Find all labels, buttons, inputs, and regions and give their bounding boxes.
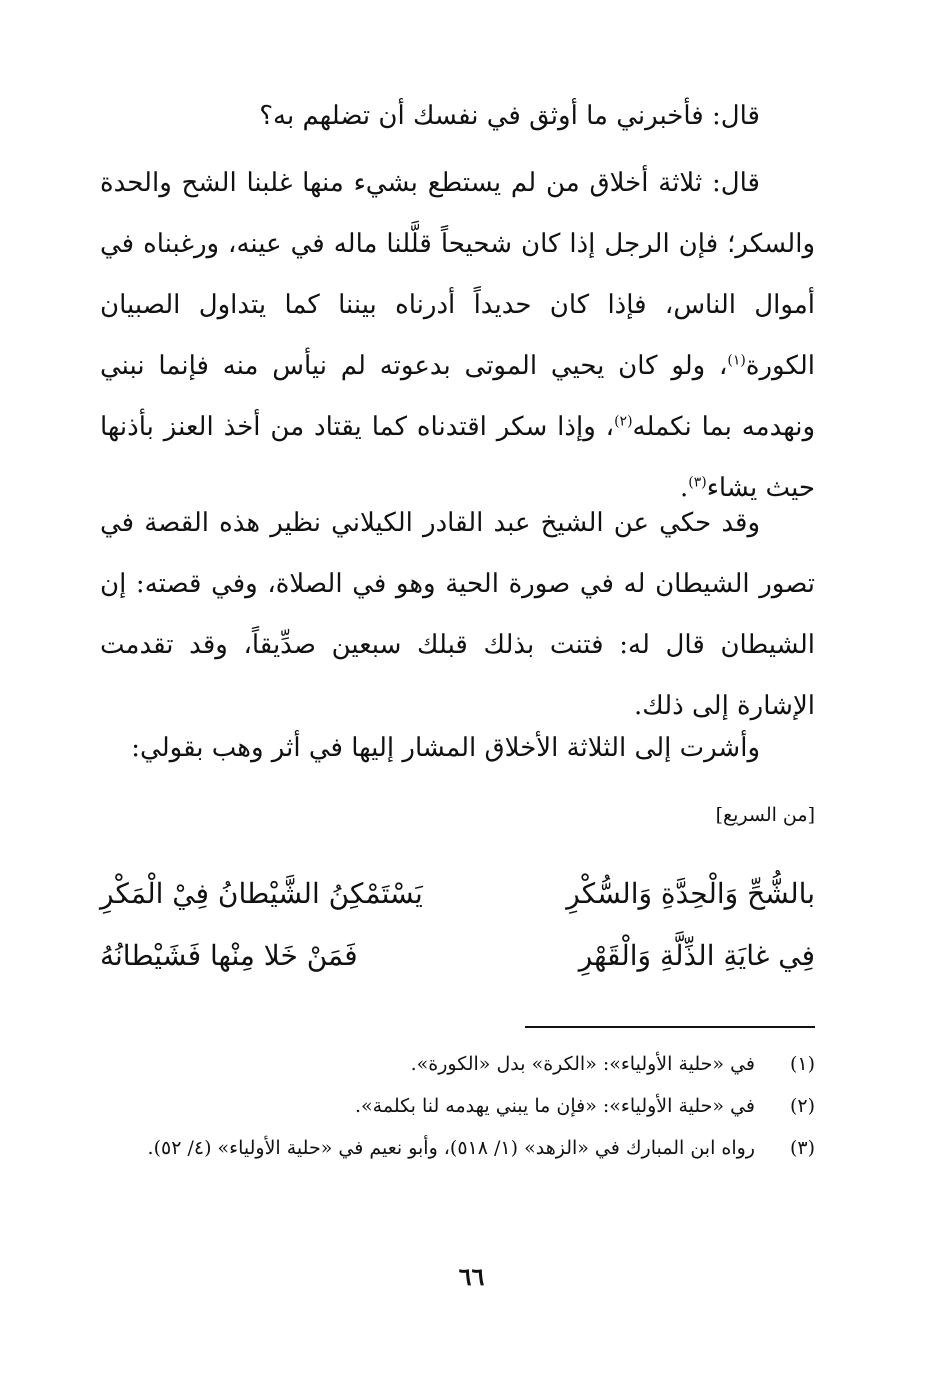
verse-row — [100, 924, 815, 986]
footnote-number: (١) — [789, 1053, 815, 1075]
paragraph-question — [100, 86, 815, 147]
verse-2-second-hemistich: فَمَنْ خَلا مِنْها فَشَيْطانُهُ — [100, 938, 358, 972]
verse-2-first-hemistich: فِي غايَةِ الذِّلَّةِ وَالْقَهْرِ — [578, 938, 815, 972]
footnote-3 — [100, 1127, 815, 1169]
paragraph-kilani-story — [100, 493, 815, 737]
paragraph-poem-intro — [100, 718, 815, 779]
paragraph-three-traits-text-b: ، ولو كان يحيي الموتى بدعوته لم نيأس منه فإنما نبني ونهدمه بما نكمله — [100, 351, 815, 442]
verse-1-second-hemistich: يَسْتَمْكِنُ الشَّيْطانُ فِيْ الْمَكْرِ — [100, 876, 423, 910]
footnotes — [100, 1043, 815, 1169]
footnote-text: في «حلية الأولياء»: «الكرة» بدل «الكورة». — [410, 1053, 755, 1075]
verse-row — [100, 862, 815, 924]
footnote-text: في «حلية الأولياء»: «فإن ما يبني يهدمه لنا بكلمة». — [355, 1095, 755, 1117]
footnote-1 — [100, 1043, 815, 1085]
footnote-number: (٢) — [789, 1095, 815, 1117]
paragraph-three-traits-text-d: . — [679, 473, 689, 503]
footnote-number: (٣) — [789, 1137, 815, 1159]
paragraph-question-text: قال: فأخبرني ما أوثق في نفسك أن تضلهم به؟ — [259, 101, 760, 131]
poem — [100, 862, 815, 986]
footnote-ref-3[interactable]: (٣) — [688, 474, 707, 491]
paragraph-three-traits-text-c: ، وإذا سكر اقتدناه كما يقتاد من أخذ العنز بأذنها حيث يشاء — [100, 412, 815, 503]
poem-meter-label: [من السريع] — [715, 804, 815, 826]
page-number: ٦٦ — [458, 1262, 485, 1291]
paragraph-kilani-story-text: وقد حكي عن الشيخ عبد القادر الكيلاني نظير هذه القصة في تصور الشيطان له في صورة الحية وهو في الصلاة، وفي قصته: إن الشيطان قال له: فتنت بذلك قبلك سبعين صدِّيقاً، وقد تقدمت الإشارة إلى ذلك. — [100, 508, 815, 721]
footnote-ref-2[interactable]: (٢) — [614, 413, 633, 430]
footnote-divider — [525, 1026, 815, 1028]
paragraph-three-traits — [100, 153, 815, 519]
footnote-text: رواه ابن المبارك في «الزهد» (١/ ٥١٨)، وأبو نعيم في «حلية الأولياء» (٤/ ٥٢). — [147, 1137, 755, 1159]
paragraph-poem-intro-text: وأشرت إلى الثلاثة الأخلاق المشار إليها في أثر وهب بقولي: — [131, 733, 760, 763]
paragraph-three-traits-text-a: قال: ثلاثة أخلاق من لم يستطع بشيء منها غلبنا الشح والحدة والسكر؛ فإن الرجل إذا كان شحيحاً قلَّلنا ماله في عينه، ورغبناه في أموال الناس، فإذا كان حديداً أدرناه بيننا كما يتداول الصبيان الكورة — [100, 168, 815, 381]
footnote-2 — [100, 1085, 815, 1127]
verse-1-first-hemistich: بالشُّحِّ وَالْحِدَّةِ وَالسُّكْرِ — [566, 876, 815, 910]
footnote-ref-1[interactable]: (١) — [727, 352, 746, 369]
